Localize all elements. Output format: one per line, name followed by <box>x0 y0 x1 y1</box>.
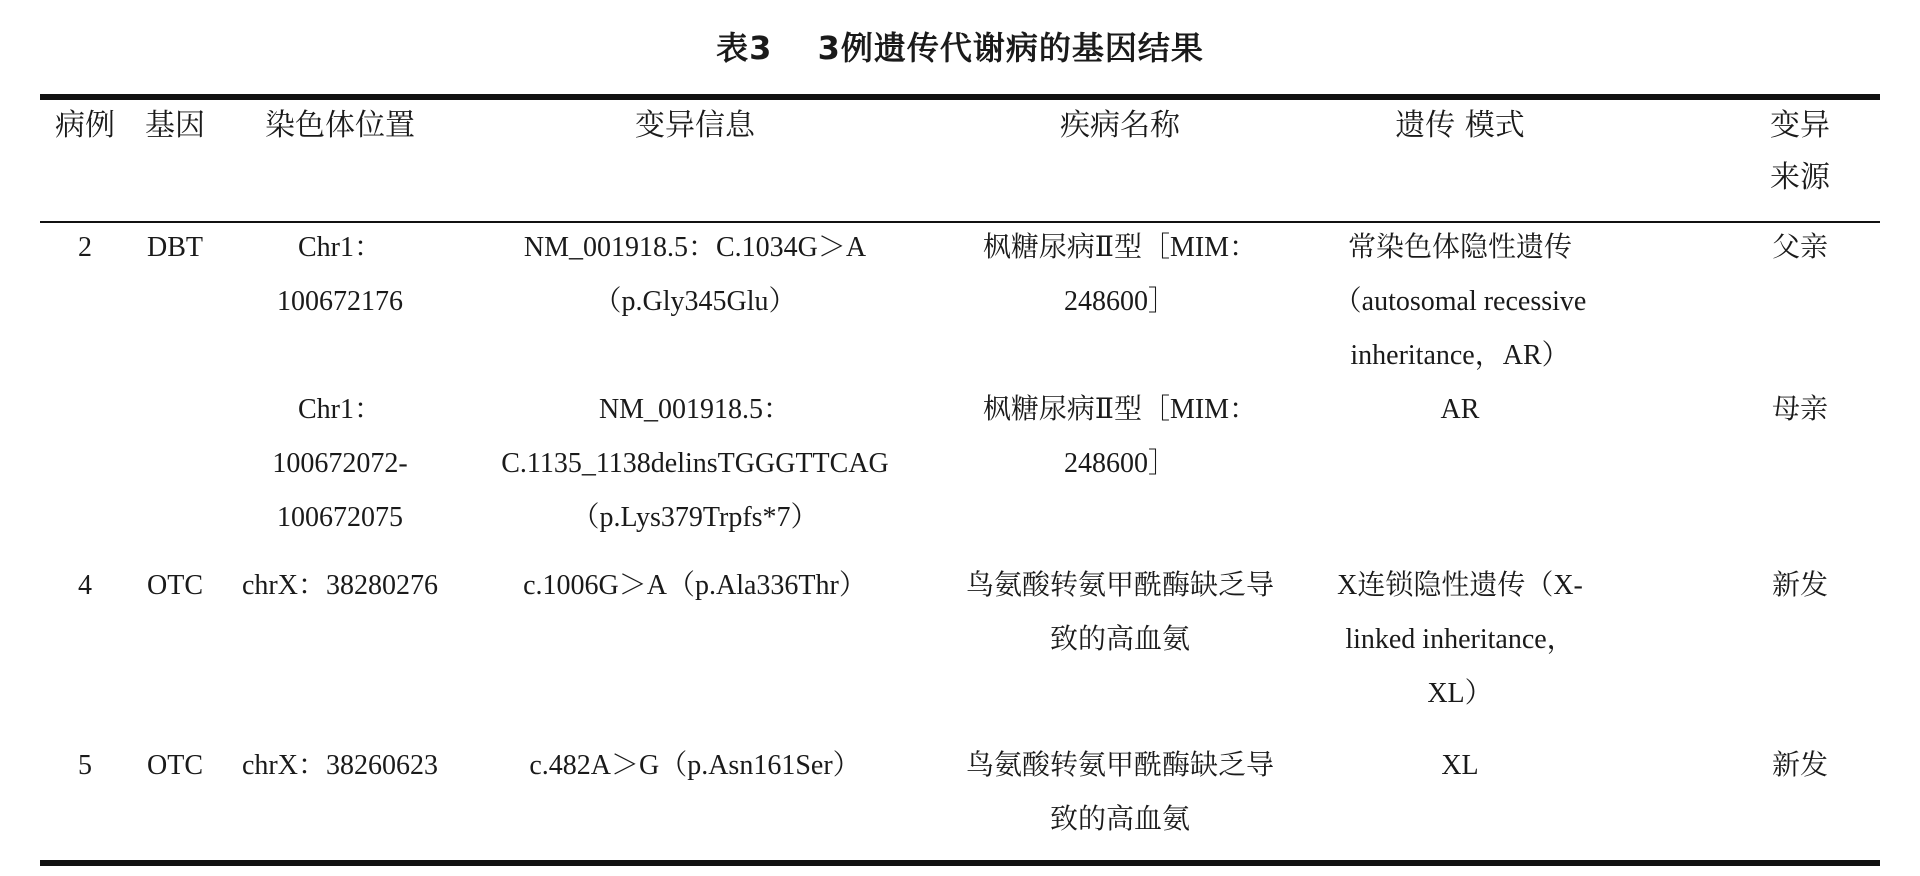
cell-inheritance: X连锁隐性遗传（X-linked inheritance，XL） <box>1337 570 1583 709</box>
cell-inheritance: AR <box>1440 394 1480 425</box>
cell-case: 2 <box>78 232 92 263</box>
table-row <box>40 383 1880 559</box>
cell-case: 5 <box>78 750 92 781</box>
header-disease: 疾病名称 <box>1060 108 1180 143</box>
table-header <box>40 100 1880 221</box>
cell-location: Chr1：100672176 <box>277 232 403 317</box>
header-gene: 基因 <box>145 108 205 143</box>
cell-gene: OTC <box>147 570 203 601</box>
cell-disease: 鸟氨酸转氨甲酰酶缺乏导致的高血氨 <box>965 570 1274 655</box>
table-caption: 表3 3例遗传代谢病的基因结果 <box>716 29 1204 67</box>
header-variant: 变异信息 <box>635 108 755 143</box>
cell-variant: c.482A＞G（p.Asn161Ser） <box>529 750 861 781</box>
cell-gene: DBT <box>147 232 203 263</box>
cell-variant: NM_001918.5：C.1135_1138delinsTGGGTTCAG（p.Lys379Trpfs*7） <box>501 394 889 533</box>
cell-disease: 枫糖尿病Ⅱ型［MIM：248600］ <box>982 394 1258 479</box>
cell-disease: 枫糖尿病Ⅱ型［MIM：248600］ <box>982 232 1258 317</box>
cell-inheritance: 常染色体隐性遗传（autosomal recessive inheritance，AR） <box>1333 232 1587 371</box>
cell-location: chrX：38260623 <box>242 750 438 781</box>
cell-location: Chr1：100672072-100672075 <box>272 394 408 533</box>
table-row <box>40 559 1880 739</box>
header-inheritance: 遗传 模式 <box>1395 108 1525 143</box>
header-origin: 变异来源 <box>1770 108 1830 195</box>
cell-inheritance: XL <box>1441 750 1479 781</box>
table-bottom-rule <box>40 860 1880 866</box>
header-case: 病例 <box>55 108 115 143</box>
cell-gene: OTC <box>147 750 203 781</box>
cell-origin: 母亲 <box>1771 394 1828 425</box>
table-row <box>40 221 1880 383</box>
cell-location: chrX：38280276 <box>242 570 438 601</box>
genetic-results-table <box>40 100 1880 847</box>
cell-gene <box>130 383 220 559</box>
cell-case <box>40 383 130 559</box>
cell-variant: NM_001918.5：C.1034G＞A（p.Gly345Glu） <box>523 232 867 317</box>
cell-origin: 新发 <box>1771 570 1828 601</box>
header-location: 染色体位置 <box>265 108 415 143</box>
cell-variant: c.1006G＞A（p.Ala336Thr） <box>523 570 867 601</box>
cell-origin: 父亲 <box>1771 232 1828 263</box>
cell-disease: 鸟氨酸转氨甲酰酶缺乏导致的高血氨 <box>965 750 1274 835</box>
cell-case: 4 <box>78 570 92 601</box>
cell-origin: 新发 <box>1771 750 1828 781</box>
table-row <box>40 739 1880 847</box>
